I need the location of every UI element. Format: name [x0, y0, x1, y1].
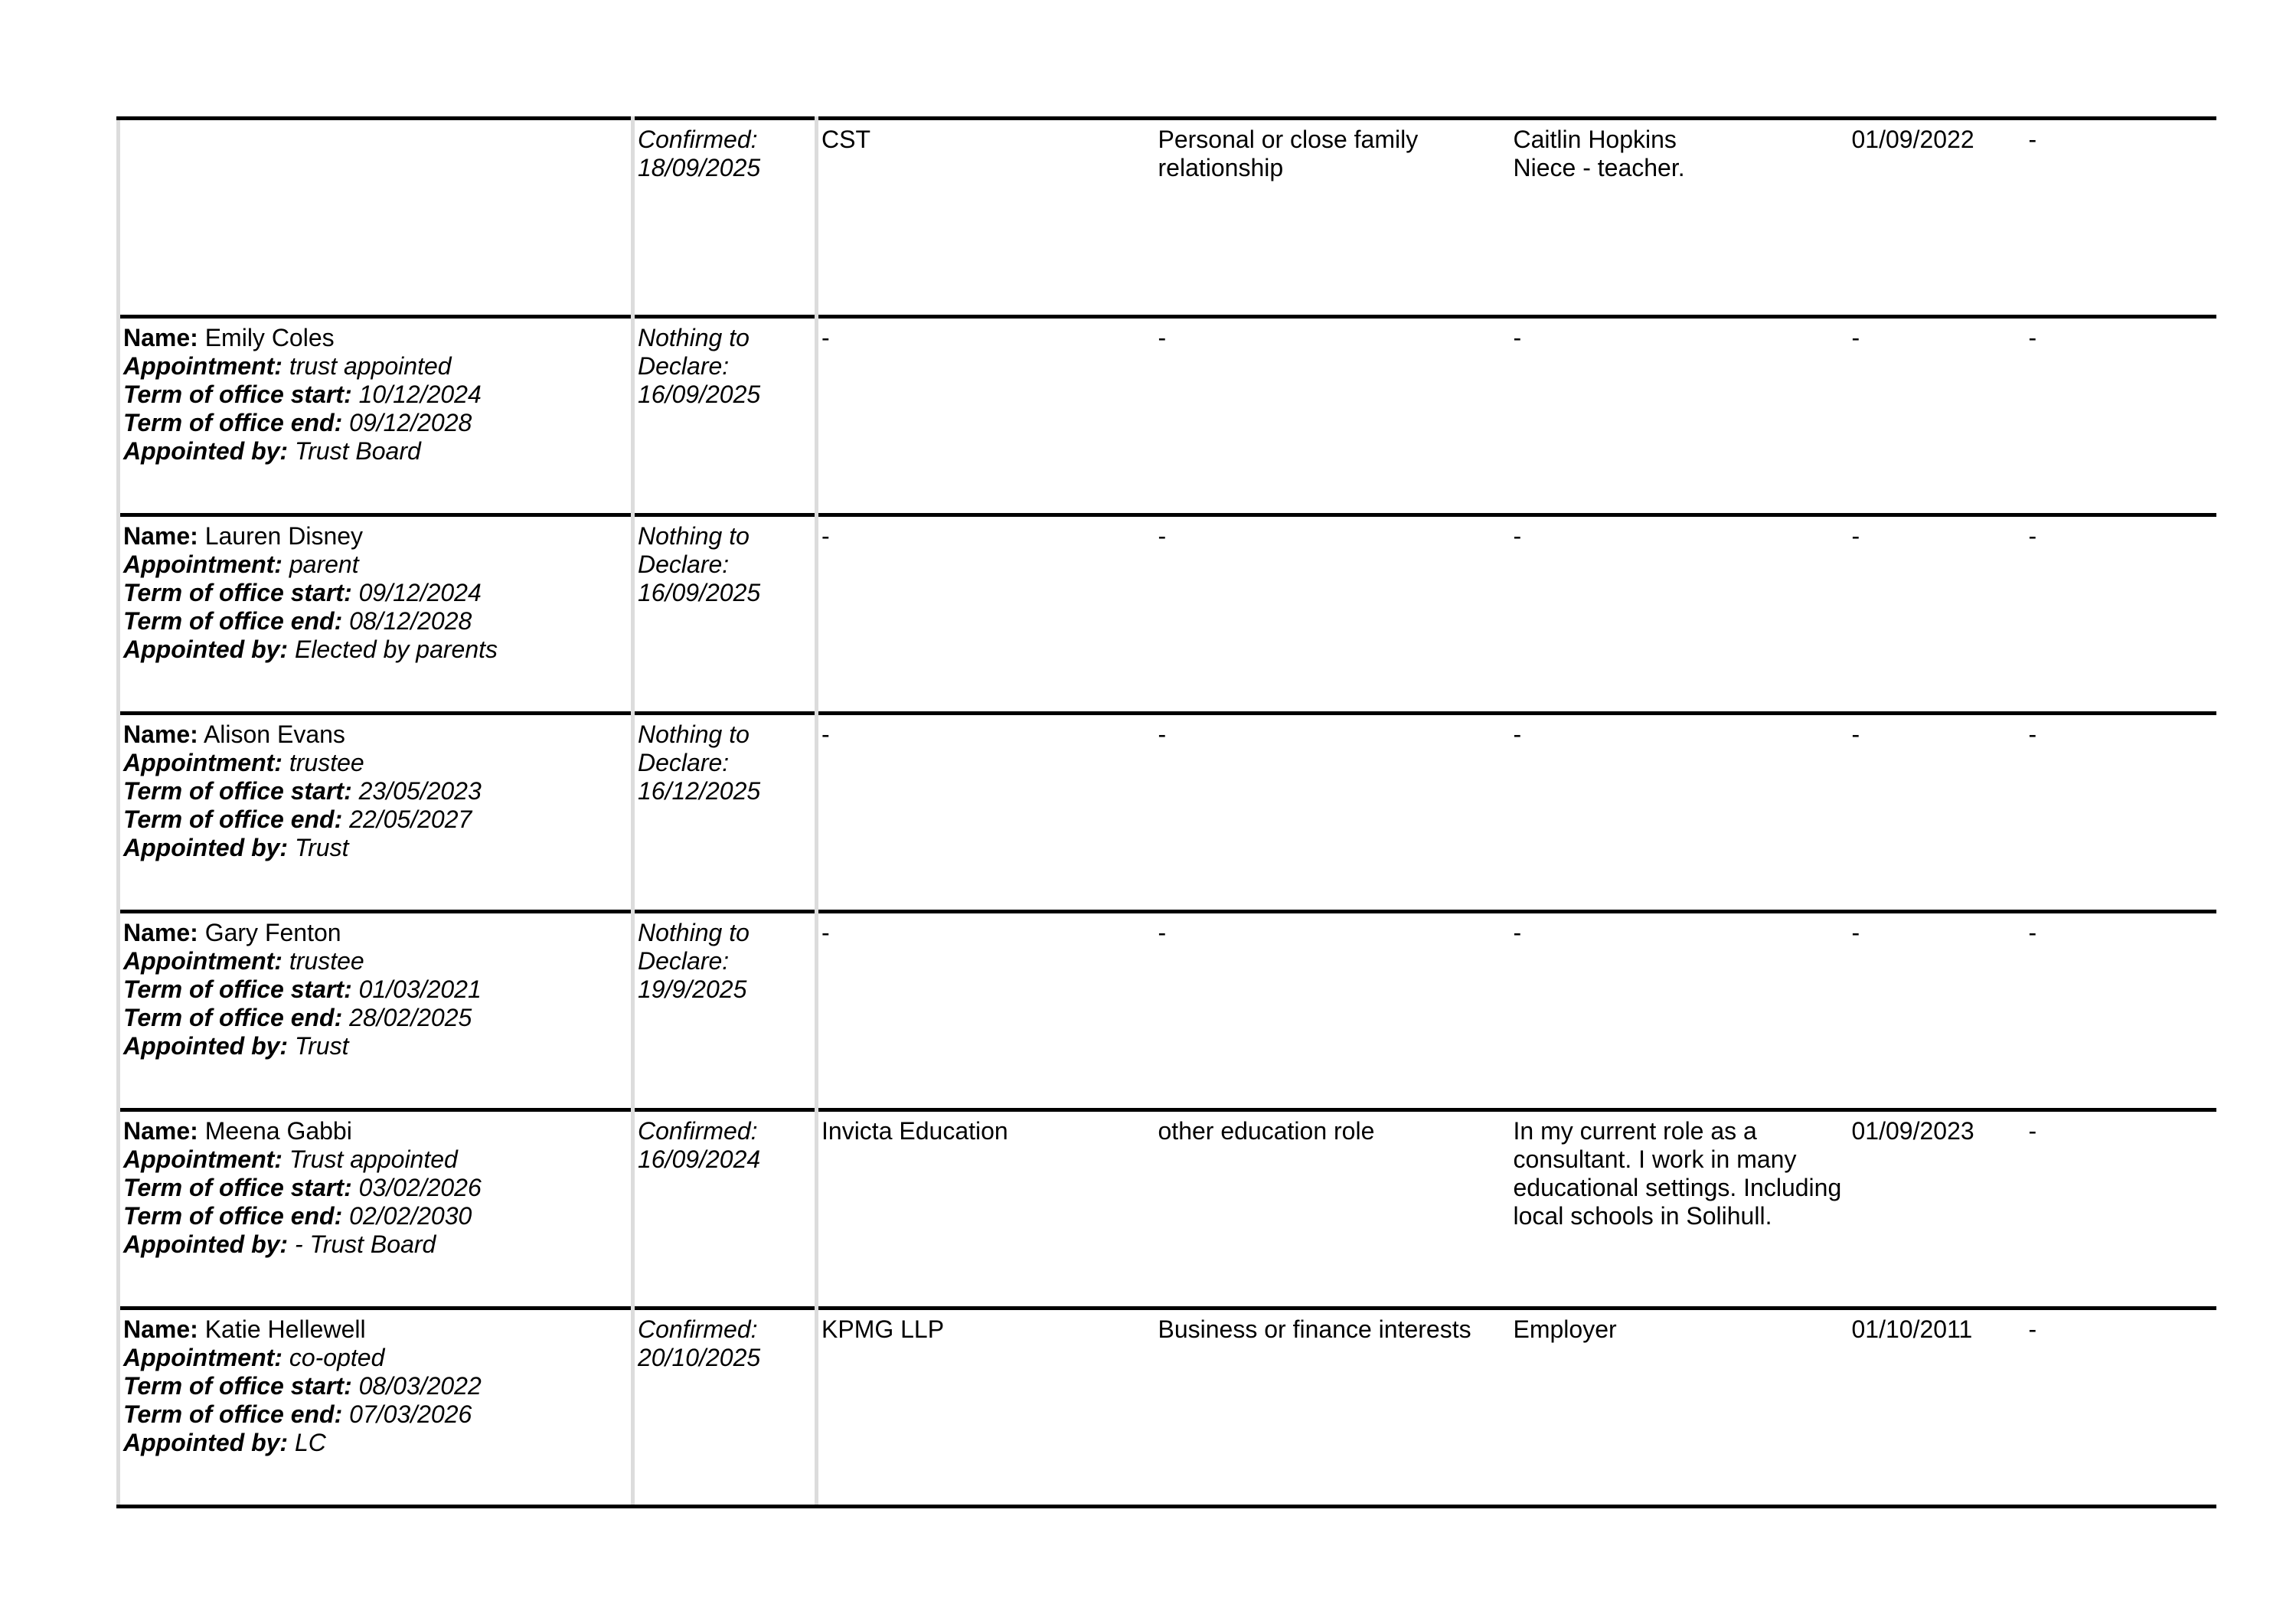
member-term-start: 03/02/2026: [358, 1174, 482, 1201]
register-of-interests-table: [116, 116, 2216, 1508]
nature-of-interest-cell: [1511, 1110, 1849, 1309]
declaration-status-line: Nothing to: [638, 522, 750, 550]
member-appointed-by: Elected by parents: [294, 636, 498, 663]
member-appointed-by: LC: [294, 1429, 326, 1456]
declaration-status-line: 20/10/2025: [638, 1344, 761, 1371]
declaration-status-line: Nothing to: [638, 324, 750, 351]
organisation-cell: -: [817, 317, 1155, 515]
member-appointed-by: - Trust Board: [294, 1230, 436, 1258]
declaration-status-cell: [633, 912, 817, 1110]
term-start-label: Term of office start:: [123, 1174, 352, 1201]
date-to-cell: -: [2026, 1110, 2216, 1309]
member-term-end: 07/03/2026: [349, 1400, 472, 1428]
name-label: Name:: [123, 721, 198, 748]
interest-type-cell: -: [1155, 317, 1511, 515]
table-row: [119, 714, 2216, 912]
nature-line: Caitlin Hopkins: [1513, 126, 1677, 153]
term-start-label: Term of office start:: [123, 975, 352, 1003]
declaration-status-line: 16/09/2025: [638, 579, 761, 606]
member-appointment: parent: [289, 551, 359, 578]
member-appointed-by: Trust: [294, 1032, 349, 1060]
declaration-status-cell: [633, 1110, 817, 1309]
member-name: Alison Evans: [203, 721, 345, 748]
name-label: Name:: [123, 522, 198, 550]
declaration-status-line: Declare:: [638, 551, 730, 578]
interest-type-cell: Business or finance interests: [1155, 1309, 1511, 1507]
appointment-label: Appointment:: [123, 352, 283, 380]
nature-of-interest-cell: [1511, 1309, 1849, 1507]
organisation-cell: -: [817, 912, 1155, 1110]
nature-of-interest-cell: [1511, 515, 1849, 714]
date-to-cell: -: [2026, 119, 2216, 317]
table-row: [119, 515, 2216, 714]
table-row: [119, 912, 2216, 1110]
appointment-label: Appointment:: [123, 947, 283, 975]
date-from-cell: -: [1849, 912, 2026, 1110]
organisation-cell: CST: [817, 119, 1155, 317]
name-label: Name:: [123, 1315, 198, 1343]
name-label: Name:: [123, 919, 198, 946]
member-details-cell: [119, 714, 633, 912]
name-label: Name:: [123, 1117, 198, 1145]
declaration-status-line: 16/09/2024: [638, 1145, 761, 1173]
appointed-by-label: Appointed by:: [123, 1429, 289, 1456]
table-row: [119, 1309, 2216, 1507]
appointment-label: Appointment:: [123, 1344, 283, 1371]
term-end-label: Term of office end:: [123, 805, 343, 833]
nature-line: Employer: [1513, 1315, 1617, 1343]
date-to-cell: -: [2026, 1309, 2216, 1507]
member-term-start: 08/03/2022: [358, 1372, 482, 1400]
date-to-cell: -: [2026, 317, 2216, 515]
nature-of-interest-cell: [1511, 119, 1849, 317]
member-details-cell: [119, 317, 633, 515]
date-from-cell: -: [1849, 317, 2026, 515]
member-details-cell: [119, 119, 633, 317]
declaration-status-line: 16/09/2025: [638, 381, 761, 408]
term-end-label: Term of office end:: [123, 1400, 343, 1428]
declaration-status-line: 19/9/2025: [638, 975, 747, 1003]
appointed-by-label: Appointed by:: [123, 1230, 289, 1258]
organisation-cell: -: [817, 714, 1155, 912]
member-appointment: co-opted: [289, 1344, 385, 1371]
nature-of-interest-cell: [1511, 912, 1849, 1110]
date-from-cell: 01/09/2022: [1849, 119, 2026, 317]
declaration-status-cell: [633, 119, 817, 317]
appointed-by-label: Appointed by:: [123, 437, 289, 465]
appointment-label: Appointment:: [123, 1145, 283, 1173]
declaration-status-line: Declare:: [638, 352, 730, 380]
interest-type-cell: -: [1155, 912, 1511, 1110]
register-body: [119, 119, 2216, 1507]
term-end-label: Term of office end:: [123, 607, 343, 635]
declaration-status-line: 16/12/2025: [638, 777, 761, 805]
appointment-label: Appointment:: [123, 551, 283, 578]
nature-of-interest-cell: [1511, 714, 1849, 912]
nature-line: -: [1513, 324, 1522, 351]
date-from-cell: -: [1849, 714, 2026, 912]
nature-line: -: [1513, 522, 1522, 550]
nature-line: -: [1513, 919, 1522, 946]
member-term-start: 09/12/2024: [358, 579, 482, 606]
declaration-status-line: Nothing to: [638, 919, 750, 946]
declaration-status-cell: [633, 317, 817, 515]
term-end-label: Term of office end:: [123, 409, 343, 436]
member-term-end: 09/12/2028: [349, 409, 472, 436]
appointed-by-label: Appointed by:: [123, 1032, 289, 1060]
member-name: Emily Coles: [204, 324, 335, 351]
date-from-cell: -: [1849, 515, 2026, 714]
nature-of-interest-cell: [1511, 317, 1849, 515]
organisation-cell: Invicta Education: [817, 1110, 1155, 1309]
member-details-cell: [119, 1309, 633, 1507]
name-label: Name:: [123, 324, 198, 351]
member-name: Gary Fenton: [204, 919, 341, 946]
declaration-status-line: Confirmed:: [638, 1117, 758, 1145]
member-term-start: 23/05/2023: [358, 777, 482, 805]
nature-line: -: [1513, 721, 1522, 748]
member-term-end: 22/05/2027: [349, 805, 472, 833]
date-to-cell: -: [2026, 515, 2216, 714]
member-appointment: trustee: [289, 749, 364, 776]
term-start-label: Term of office start:: [123, 1372, 352, 1400]
declaration-status-line: Nothing to: [638, 721, 750, 748]
appointment-label: Appointment:: [123, 749, 283, 776]
date-to-cell: -: [2026, 714, 2216, 912]
declaration-status-cell: [633, 515, 817, 714]
member-term-end: 08/12/2028: [349, 607, 472, 635]
member-term-start: 01/03/2021: [358, 975, 482, 1003]
organisation-cell: -: [817, 515, 1155, 714]
date-to-cell: -: [2026, 912, 2216, 1110]
member-appointment: trust appointed: [289, 352, 452, 380]
member-term-start: 10/12/2024: [358, 381, 482, 408]
term-end-label: Term of office end:: [123, 1202, 343, 1230]
declaration-status-line: Confirmed:: [638, 126, 758, 153]
interest-type-cell: Personal or close family relationship: [1155, 119, 1511, 317]
table-row: [119, 317, 2216, 515]
declaration-status-line: Confirmed:: [638, 1315, 758, 1343]
member-name: Katie Hellewell: [204, 1315, 366, 1343]
member-name: Lauren Disney: [204, 522, 364, 550]
declaration-status-line: Declare:: [638, 947, 730, 975]
member-appointed-by: Trust Board: [294, 437, 421, 465]
interest-type-cell: -: [1155, 714, 1511, 912]
term-start-label: Term of office start:: [123, 777, 352, 805]
declaration-status-cell: [633, 714, 817, 912]
member-term-end: 02/02/2030: [349, 1202, 472, 1230]
member-appointment: Trust appointed: [289, 1145, 458, 1173]
interest-type-cell: -: [1155, 515, 1511, 714]
member-appointment: trustee: [289, 947, 364, 975]
nature-line: Niece - teacher.: [1513, 154, 1685, 181]
organisation-cell: KPMG LLP: [817, 1309, 1155, 1507]
appointed-by-label: Appointed by:: [123, 636, 289, 663]
term-start-label: Term of office start:: [123, 381, 352, 408]
date-from-cell: 01/09/2023: [1849, 1110, 2026, 1309]
nature-line: In my current role as a consultant. I work in many educational settings. Including local schools in Solihull.: [1513, 1117, 1842, 1230]
declaration-status-cell: [633, 1309, 817, 1507]
member-name: Meena Gabbi: [204, 1117, 352, 1145]
date-from-cell: 01/10/2011: [1849, 1309, 2026, 1507]
interest-type-cell: other education role: [1155, 1110, 1511, 1309]
member-details-cell: [119, 912, 633, 1110]
member-appointed-by: Trust: [294, 834, 349, 861]
term-start-label: Term of office start:: [123, 579, 352, 606]
member-details-cell: [119, 515, 633, 714]
declaration-status-line: 18/09/2025: [638, 154, 761, 181]
member-term-end: 28/02/2025: [349, 1004, 472, 1031]
appointed-by-label: Appointed by:: [123, 834, 289, 861]
table-row: [119, 1110, 2216, 1309]
member-details-cell: [119, 1110, 633, 1309]
term-end-label: Term of office end:: [123, 1004, 343, 1031]
table-row: [119, 119, 2216, 317]
declaration-status-line: Declare:: [638, 749, 730, 776]
